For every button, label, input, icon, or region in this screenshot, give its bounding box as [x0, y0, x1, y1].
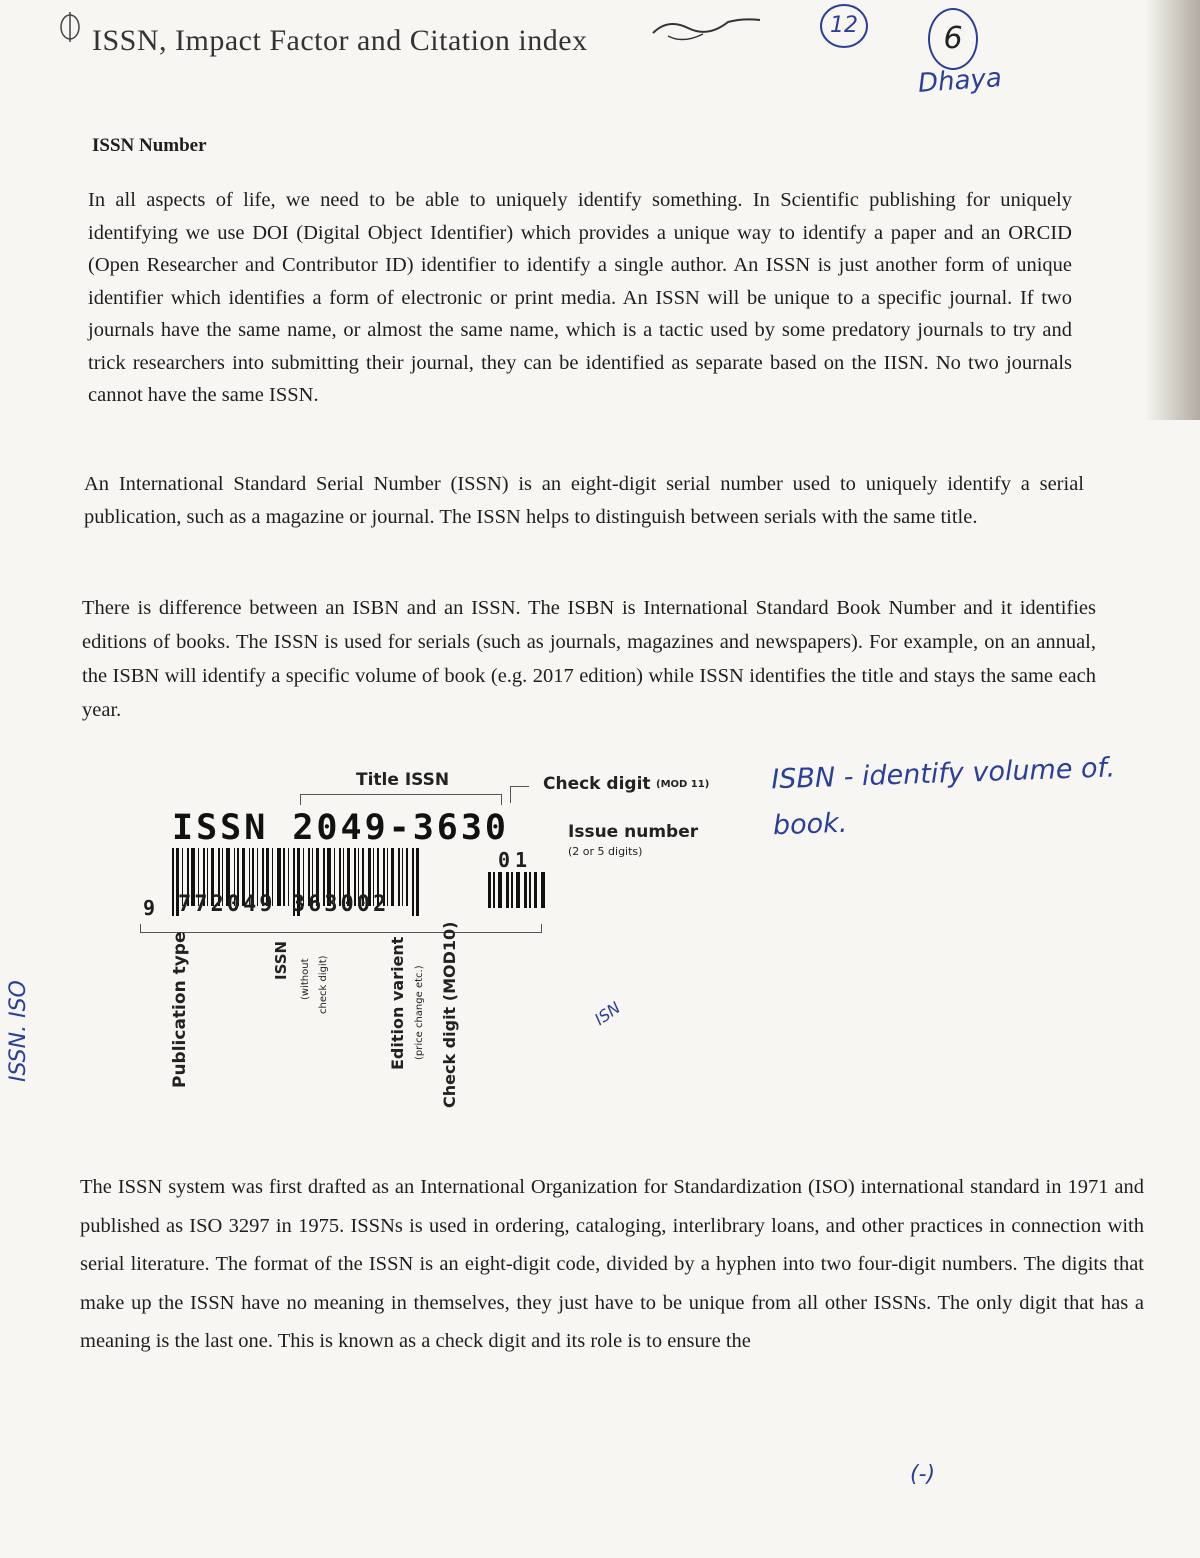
paragraph-2: An International Standard Serial Number (ISSN) is an eight-digit serial number used to uniquely identify a serial publication, such as a magazine or journal. The ISSN helps to distinguish between serials with the same title. [84, 473, 1084, 528]
barcode-bar [493, 872, 495, 908]
edition-variant-note: (price change etc.) [414, 965, 425, 1060]
handwritten-circled-number-a: 12 [820, 4, 868, 48]
barcode-bar [391, 848, 394, 906]
barcode-bar [529, 872, 531, 908]
handwritten-name: Dhaya [917, 63, 1003, 99]
check-digit-note: (MOD 11) [656, 779, 710, 790]
issn-note-1: (without [300, 958, 311, 1000]
handwritten-margin-note: ISBN - identify volume of. book. [770, 752, 1116, 842]
breakdown-bracket [140, 924, 542, 933]
barcode-bar [406, 848, 408, 906]
issue-code: 01 [498, 848, 533, 872]
issue-number-note: (2 or 5 digits) [568, 845, 643, 858]
page-edge-shadow [1145, 0, 1200, 420]
handwritten-scribble: ISN [590, 998, 624, 1029]
publication-type-label: Publication type [170, 931, 190, 1088]
barcode-bar [412, 848, 414, 916]
barcode-bar [488, 872, 491, 908]
barcode-lead-digit: 9 [143, 896, 156, 920]
page-title: ISSN, Impact Factor and Citation index [92, 24, 588, 57]
paragraph-3: There is difference between an ISBN and an ISSN. The ISBN is International Standard Book Number and it identifies editions of books. The ISSN is used for serials (such as journals, magazines and newspapers). For example, on an annual, the ISBN will identify a specific volume of book (e.g. 2017 edition) while ISSN identifies the title and stays the same each year. [82, 597, 1096, 721]
barcode-bar [416, 848, 419, 916]
issn-breakdown-label: ISSN [272, 940, 290, 980]
title-issn-bracket [300, 794, 502, 805]
handwritten-signature-scribble [648, 8, 768, 48]
barcode-bar [172, 848, 174, 916]
edition-variant-label: Edition varient [388, 936, 407, 1070]
barcode-bar [498, 872, 502, 908]
handwritten-page-mark: (-) [910, 1462, 936, 1487]
issn-note-2: check digit) [318, 955, 329, 1014]
barcode-bar [524, 872, 527, 908]
margin-mark-icon [55, 10, 85, 44]
barcode-bar [541, 872, 545, 908]
title-issn-label: Title ISSN [356, 770, 450, 790]
issn-code: ISSN 2049-3630 [172, 808, 510, 848]
barcode-digits: 772049 363002 [178, 892, 390, 917]
barcode-bar [516, 872, 520, 908]
barcode-bar [402, 848, 403, 906]
issue-number-label: Issue number [568, 822, 699, 842]
barcode-bar [398, 848, 400, 906]
section-heading: ISSN Number [92, 135, 207, 156]
paragraph-4: The ISSN system was first drafted as an International Organization for Standardization (ISO) international standard in 1971 and published as ISO 3297 in 1975. ISSNs is used in ordering, cataloging, interlibrary loans, and other practices in connection with serial literature. The format of the ISSN is an eight-digit code, divided by a hyphen into two four-digit numbers. The digits that make up the ISSN have no meaning in themselves, they just have to be unique from all other ISSNs. The only digit that has a meaning is the last one. This is known as a check digit and its role is to ensure the [80, 1176, 1144, 1352]
check-digit-bracket [510, 786, 529, 803]
handwritten-circled-number-b: 6 [928, 8, 978, 70]
barcode-bar [506, 872, 509, 908]
paragraph-1: In all aspects of life, we need to be able to uniquely identify something. In Scientific publishing for uniquely identifying we use DOI (Digital Object Identifier) which provides a unique way to identify a paper and an ORCID (Open Researcher and Contributor ID) identifier to identify a single author. An ISSN is just another form of unique identifier which identifies a form of electronic or print media. An ISSN will be unique to a specific journal. If two journals have the same name, or almost the same name, which is a tactic used by some predatory journals to try and trick researchers into submitting their journal, they can be identified as separate based on the IISN. No two journals cannot have the same ISSN. [88, 189, 1072, 406]
check-digit-label: Check digit [543, 774, 651, 794]
barcode-bar [534, 872, 537, 908]
check-digit-mod10-label: Check digit (MOD10) [440, 921, 459, 1108]
barcode-bar [511, 872, 513, 908]
addon-barcode [488, 872, 546, 908]
handwritten-left-note: ISSN. ISO [6, 980, 31, 1082]
